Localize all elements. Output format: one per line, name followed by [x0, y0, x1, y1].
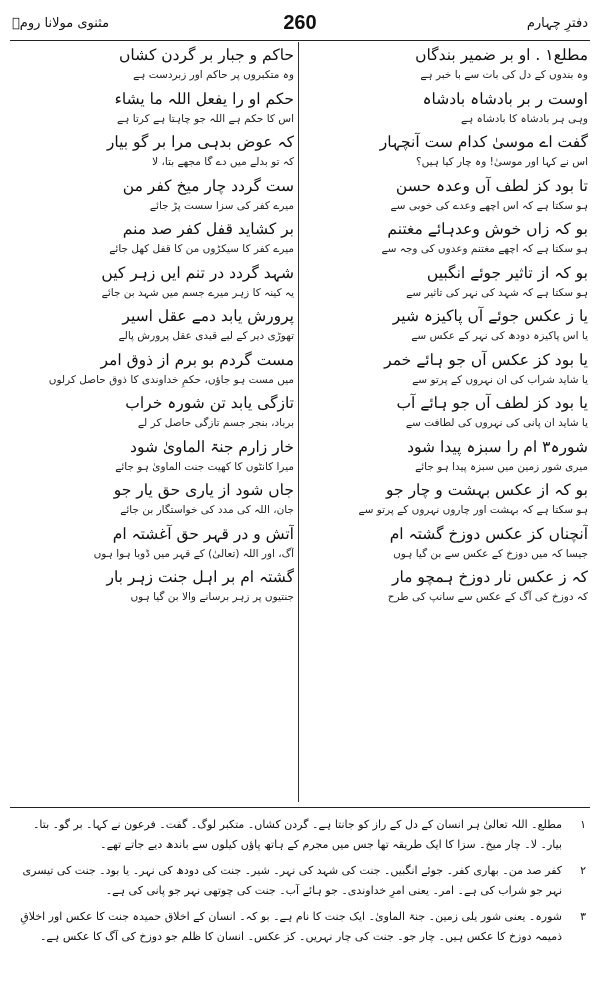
urdu-translation: یا شاید شراب کی ان نہروں کے پرتو سے	[412, 373, 588, 386]
verse-couplet	[306, 523, 588, 567]
verse-couplet	[12, 131, 294, 175]
urdu-translation: جان، اللہ کی مدد کی خواستگار بن جائے	[120, 504, 294, 516]
persian-verse: شہد گردد در تنم ایں زہر کیں	[101, 263, 294, 282]
verse-couplet	[306, 218, 588, 262]
persian-verse: حاکم و جبار بر گردن کشاں	[119, 46, 294, 64]
urdu-translation: میری شور زمین میں سبزہ پیدا ہو جائے	[415, 460, 588, 473]
verse-couplet	[12, 88, 294, 132]
urdu-translation: میں مست ہو جاؤں، حکمِ خداوندی کا ذوق حاصل کرلوں	[48, 373, 294, 386]
footnote	[14, 861, 586, 901]
footnote-number: ۱	[580, 819, 586, 831]
urdu-translation: ہو سکتا ہے کہ شہد کی نہر کی تاثیر سے	[406, 286, 588, 299]
persian-verse: خار زارم جنۃ الماویٰ شود	[130, 437, 294, 456]
verse-couplet	[12, 436, 294, 480]
persian-verse: یا بود کز عکس آں جو ہائے خمر	[384, 350, 588, 369]
persian-verse: ست گردد چار میخ کفر من	[122, 176, 294, 195]
right-verse-column	[306, 44, 588, 804]
persian-verse: اوست ر بر بادشاہ بادشاہ	[422, 89, 588, 108]
urdu-translation: آگ، اور اللہ (تعالیٰ) کے قہر میں ڈوبا ہوا ہوں	[93, 547, 294, 560]
verse-couplet	[12, 566, 294, 610]
verse-couplet	[306, 479, 588, 523]
header-rule	[10, 40, 590, 41]
verse-couplet	[306, 88, 588, 132]
urdu-translation: میرا کانٹوں کا کھیت جنت الماویٰ ہو جائے	[115, 460, 294, 473]
persian-verse: کہ عوض بدہی مرا بر گو بیار	[106, 133, 294, 151]
book-volume-title: دفترِ چہارم	[526, 15, 588, 31]
verse-couplet	[12, 175, 294, 219]
verse-couplet	[306, 262, 588, 306]
persian-verse: گفت اے موسیٰ کدام ست آنچہار	[379, 133, 588, 151]
persian-verse: کہ ز عکس نار دوزخ ہمچو مار	[391, 568, 588, 586]
page-number: 260	[283, 11, 317, 34]
urdu-translation: ہو سکتا ہے کہ اس اچھے وعدے کی خوبی سے	[390, 199, 588, 212]
urdu-translation: وہی ہر بادشاہ کا بادشاہ ہے	[460, 112, 588, 125]
verse-couplet	[12, 392, 294, 436]
persian-verse: شورہ۳ ام را سبزہ پیدا شود	[407, 437, 588, 456]
urdu-translation: برباد، بنجر جسم تازگی حاصل کر لے	[137, 417, 294, 429]
urdu-translation: میرے کفر کا سیکڑوں من کا قفل کھل جائے	[109, 243, 294, 255]
urdu-translation: یہ کینہ کا زہر میرے جسم میں شہد بن جائے	[101, 286, 294, 299]
verse-couplet	[306, 131, 588, 175]
footnote	[14, 907, 586, 947]
urdu-translation: یا شاید ان پانی کی نہروں کی لطافت سے	[405, 417, 588, 429]
persian-verse: آنچناں کز عکس دوزخ گشتہ ام	[389, 524, 588, 543]
footnote-number: ۳	[580, 911, 586, 923]
verse-couplet	[12, 479, 294, 523]
persian-verse: یا بود کز لطف آں جو ہائے آب	[396, 394, 588, 412]
verse-couplet	[12, 305, 294, 349]
urdu-translation: کہ دوزخ کی آگ کے عکس سے سانپ کی طرح	[387, 591, 588, 603]
verse-couplet	[12, 44, 294, 88]
verse-couplet	[306, 436, 588, 480]
footnote-rule	[10, 807, 590, 808]
book-author-title: مثنوی مولانا رومؒ	[12, 15, 110, 31]
urdu-translation: ہو سکتا ہے کہ بہشت اور چاروں نہروں کے پرتو سے	[358, 504, 588, 516]
urdu-translation: وہ بندوں کے دل کی بات سے با خبر ہے	[420, 69, 588, 81]
footnotes	[14, 815, 586, 953]
page-header	[12, 8, 588, 38]
footnote-text: شورہ۔ یعنی شور یلی زمین۔ جنۃ الماویٰ۔ ایک جنت کا نام ہے۔ بو کہ۔ انسان کے اخلاق حمیدہ جنت کا عکس اور اخلاقِ ذمیمہ دوزخ کا عکس ہیں۔ چار جو۔ جنت کی چار نہریں۔ کز عکس۔ انسان کا ظلم جو دوزخ کی آگ کا عکس ہے۔	[20, 910, 562, 943]
persian-verse: گشتہ ام بر اہل جنت زہر بار	[106, 568, 294, 586]
footnote-number: ۲	[580, 865, 586, 877]
urdu-translation: تھوڑی دیر کے لیے قیدی عقل پرورش پالے	[118, 330, 294, 342]
urdu-translation: جیسا کہ میں دوزخ کے عکس سے بن گیا ہوں	[393, 547, 588, 560]
urdu-translation: میرے کفر کی سزا سست پڑ جائے	[149, 199, 294, 212]
column-divider	[298, 42, 299, 802]
left-verse-column	[12, 44, 294, 804]
persian-verse: بو کہ زاں خوش وعدہائے مغتنم	[387, 220, 588, 238]
persian-verse: آتش و در قہر حق آغشتہ ام	[112, 524, 294, 543]
persian-verse: بو کہ از تاثیر جوئے انگبیں	[426, 263, 588, 282]
persian-verse: پرورش یابد دمے عقل اسیر	[122, 307, 294, 325]
persian-verse: تا بود کز لطف آں وعدہ حسن	[395, 176, 588, 195]
verse-couplet	[306, 175, 588, 219]
urdu-translation: جنتیوں پر زہر برسانے والا بن گیا ہوں	[130, 591, 294, 603]
persian-verse: تازگی یابد تن شورہ خراب	[125, 394, 294, 412]
persian-verse: بر کشاید قفل کفر صد منم	[122, 220, 294, 238]
persian-verse: یا ز عکس جوئے آں پاکیزہ شیر	[392, 307, 588, 325]
verse-couplet	[306, 566, 588, 610]
urdu-translation: اس کا حکم ہے اللہ جو چاہتا ہے کرتا ہے	[117, 112, 294, 125]
persian-verse: جاں شود از یاری حق یار جو	[113, 481, 294, 499]
verse-couplet	[306, 392, 588, 436]
verse-couplet	[306, 349, 588, 393]
persian-verse: مطلع۱ . او بر ضمیر بندگاں	[415, 46, 588, 64]
persian-verse: حکم او را یفعل اللہ ما یشاء	[114, 89, 294, 108]
verse-couplet	[12, 349, 294, 393]
persian-verse: مست گردم بو برم از ذوق امر	[100, 350, 294, 369]
footnote-text: مطلع۔ اللہ تعالیٰ ہر انسان کے دل کے راز کو جانتا ہے۔ گردن کشاں۔ متکبر لوگ۔ گفت۔ فرعون نے کہا۔ بر گو۔ بتا۔ بیار۔ لا۔ چار میخ۔ سزا کا ایک طریقہ تھا جس میں مجرم کے ہاتھ پاؤں کیلوں سے باندھ دیے جاتے تھے۔	[32, 818, 562, 851]
verse-couplet	[306, 44, 588, 88]
verse-couplet	[306, 305, 588, 349]
verse-couplet	[12, 523, 294, 567]
urdu-translation: اس نے کہا اور موسیٰ! وہ چار کیا ہیں؟	[416, 156, 588, 168]
footnote	[14, 815, 586, 855]
urdu-translation: ہو سکتا ہے کہ اچھے مغتنم وعدوں کی وجہ سے	[381, 243, 588, 255]
verse-couplet	[12, 218, 294, 262]
persian-verse: بو کہ از عکس بہشت و چار جو	[386, 481, 588, 499]
urdu-translation: کہ تو بدلے میں دے گا مجھے بتا، لا	[152, 156, 294, 168]
footnote-text: کفر صد من۔ بھاری کفر۔ جوئے انگبیں۔ جنت کی شہد کی نہر۔ شیر۔ جنت کی دودھ کی نہر۔ یا بود۔ جنت کی تیسری نہر جو شراب کی ہے۔ امر۔ یعنی امرِ خداوندی۔ جو ہائے آب۔ جنت کی چوتھی نہر جو پانی کی ہے۔	[22, 864, 562, 897]
urdu-translation: وہ متکبروں پر حاکم اور زبردست ہے	[133, 69, 294, 81]
urdu-translation: یا اس پاکیزہ دودھ کی نہر کے عکس سے	[411, 330, 588, 342]
verse-couplet	[12, 262, 294, 306]
